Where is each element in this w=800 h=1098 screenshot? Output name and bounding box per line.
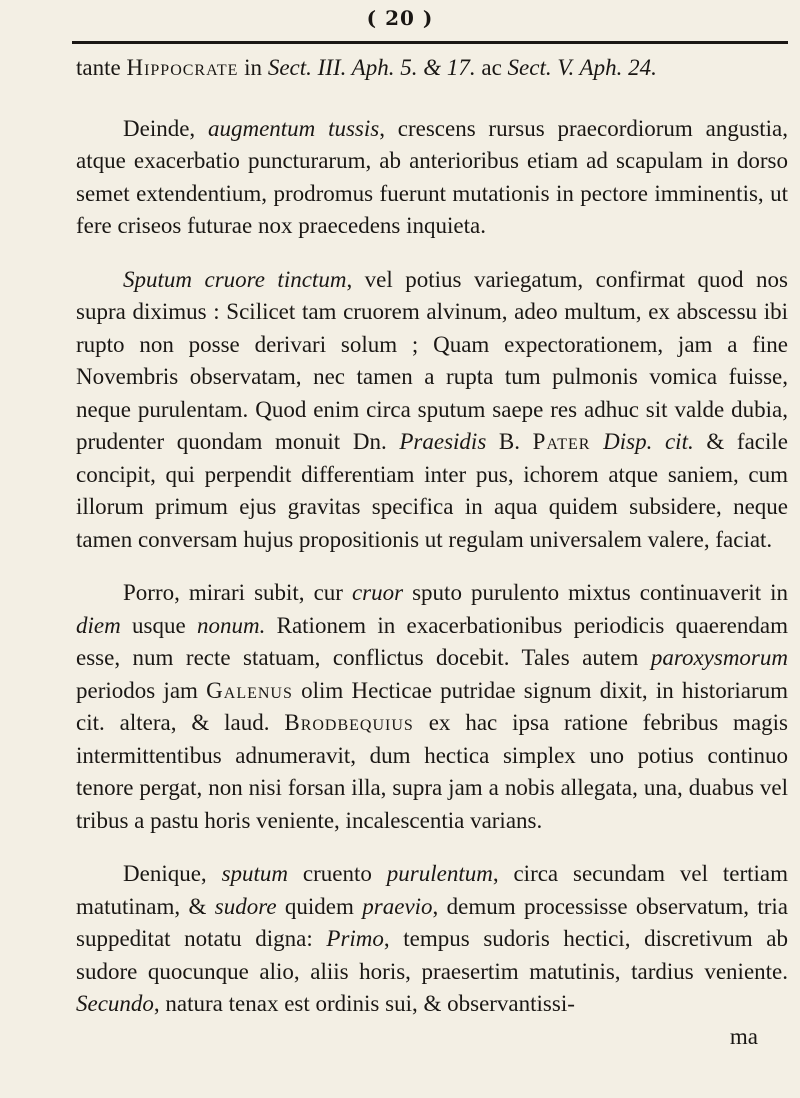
text-run: , crescens rursus praecordiorum angustia, atque exacerbatio puncturarum, ab anterioribus etiam ad scapulam in dorso semet extendentium, prodromus fuerunt mutationis in pectore imminentis, ut fere criseos futurae nox praecedens inquieta. [76,115,789,238]
header-rule [72,41,788,44]
italic-text: Praesidis [399,429,487,454]
text-run [590,429,603,454]
text-run: sputo purulento mixtus continuaverit in [403,580,788,605]
text-run: , demum processisse observatum, tria suppeditat notatu digna: [76,893,788,951]
small-caps-name: Brodbequius [284,710,414,735]
italic-text: Sect. III. Aph. 5. & 17. [267,55,476,80]
text-run: B. [486,429,533,454]
page-number-header: ( 20 ) [366,6,434,30]
text-run: , tempus sudoris hectici, discretivum ab sudore quocunque alio, aliis horis, praesertim matutinis, tardius veniente. [76,926,788,984]
text-run: , natura tenax est ordinis sui, & observantissi- [153,991,575,1016]
text-run: Deinde, [123,115,208,141]
text-run: ex hac ipsa ratione febribus magis intermittentibus adnumeravit, dum hectica simplex uno potius continuo tenore pergat, non nisi forsan illa, supra jam a nobis allegata, una, duabus vel tribus a pastu horis veniente, incalescentia varians. [76,710,789,833]
text-run: in [238,55,268,80]
text-run: Porro, mirari subit, cur [123,580,352,605]
text-run: quidem [276,893,363,919]
body-text [76,52,788,1053]
small-caps-name: Hippocrate [126,55,239,80]
text-run: ac [475,55,508,80]
italic-text: sputum [221,861,289,886]
text-run: Denique, [123,861,222,886]
paragraph [76,858,788,1021]
italic-text: cruor [351,580,404,605]
text-run: olim Hecticae putridae signum dixit, in historiarum cit. altera, & laud. [76,677,788,735]
italic-text: praevio [362,893,433,919]
text-run: cruento [288,861,387,886]
italic-text: nonum. [196,612,266,638]
paragraph [76,577,788,837]
paragraph [76,264,788,557]
catchword: ma [729,1023,758,1049]
italic-text: diem [76,612,121,638]
text-run: , circa secundam vel tertiam matutinam, & [76,861,788,919]
text-run: & facile concipit, qui perpendit differentiam inter pus, ichorem atque saniem, cum illorum primum ejus gravitas specifica in aqua quidem subsidere, neque tamen conversam hujus propositionis ut regulam universalem valere, faciat. [76,429,788,552]
italic-text: Sect. V. Aph. 24. [507,55,657,80]
italic-text: Primo [326,926,384,951]
italic-text: purulentum [386,861,493,886]
italic-text: augmentum tussis [207,115,380,141]
paragraph [76,52,788,85]
italic-text: Disp. cit. [603,429,694,454]
text-run: tante [76,55,127,80]
italic-text: sudore [214,893,277,919]
italic-text: paroxysmorum [650,645,788,670]
small-caps-name: Galenus [206,677,293,703]
italic-text: Sputum cruore tinctum [123,266,347,292]
text-run: periodos jam [76,677,207,703]
italic-text: Secundo [76,991,154,1016]
text-run: usque [120,612,197,638]
text-run: , vel potius variegatum, confirmat quod nos supra diximus : Scilicet tam cruorem alvinum, adeo multum, ex abscessu ibi rupto non posse derivari solum ; Quam expectorationem, jam a fine Novembris observatam, nec tamen a rupta tum pulmonis vomica fuisse, neque purulentam. Quod enim circa sputum saepe res adhuc sit valde dubia, prudenter quondam monuit Dn. [76,266,788,454]
paragraph [76,113,788,243]
small-caps-name: Pater [532,429,591,454]
text-run: Rationem in exacerbationibus periodicis quaerendam esse, num recte statuam, conflictus docebit. Tales autem [76,612,788,670]
